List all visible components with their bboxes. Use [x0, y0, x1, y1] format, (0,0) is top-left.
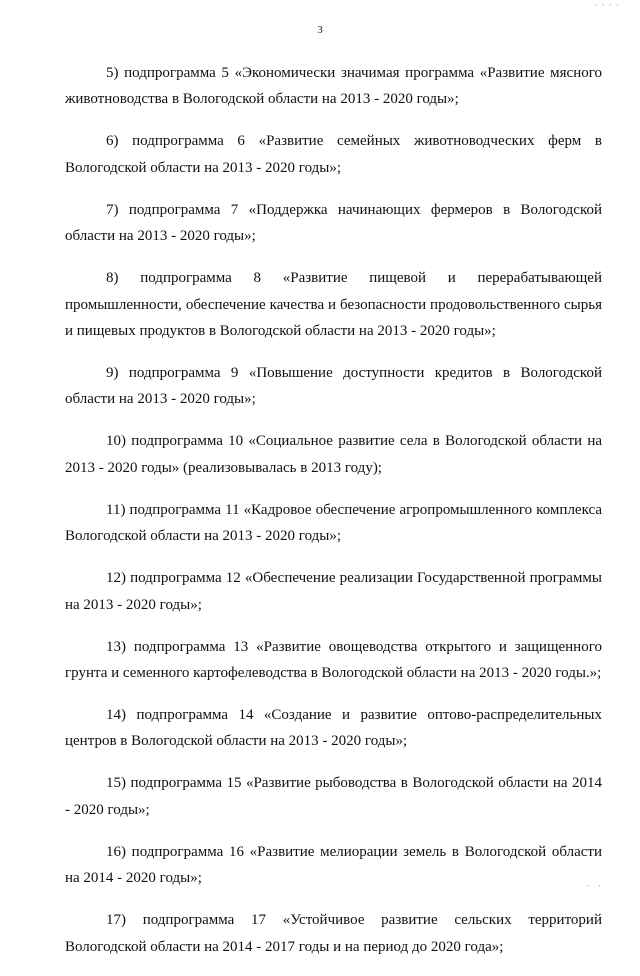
subprogram-list: [65, 60, 602, 976]
list-item: 6) подпрограмма 6 «Развитие семейных животноводческих ферм в Вологодской области на 2013 - 2020 годы»;: [65, 133, 602, 176]
list-item: 13) подпрограмма 13 «Развитие овощеводства открытого и защищенного грунта и семенного картофелеводства в Вологодской области на 2013 - 2020 годы.»;: [65, 638, 602, 682]
corner-scan-mark: · · · ·: [594, 0, 620, 10]
list-item: 7) подпрограмма 7 «Поддержка начинающих фермеров в Вологодской области на 2013 - 2020 годы»;: [65, 201, 602, 245]
list-item: 9) подпрограмма 9 «Повышение доступности кредитов в Вологодской области на 2013 - 2020 годы»;: [65, 365, 602, 408]
list-item: 11) подпрограмма 11 «Кадровое обеспечение агропромышленного комплекса Вологодской области на 2013 - 2020 годы»;: [65, 501, 602, 545]
list-item: 8) подпрограмма 8 «Развитие пищевой и перерабатывающей промышленности, обеспечение качества и безопасности продовольственного сырья и пищевых продуктов в Вологодской области на 2013 - 2020 годы»;: [65, 270, 602, 340]
list-item: 17) подпрограмма 17 «Устойчивое развитие сельских территорий Вологодской области на 2014 - 2017 годы и на период до 2020 года»;: [65, 912, 602, 955]
list-item: 5) подпрограмма 5 «Экономически значимая программа «Развитие мясного животноводства в Вологодской области на 2013 - 2020 годы»;: [65, 65, 602, 108]
list-item: 12) подпрограмма 12 «Обеспечение реализации Государственной программы на 2013 - 2020 годы»;: [65, 570, 602, 613]
bottom-scan-mark: · ·: [586, 881, 604, 891]
list-item: 15) подпрограмма 15 «Развитие рыбоводства в Вологодской области на 2014 - 2020 годы»;: [65, 775, 602, 818]
list-item: 10) подпрограмма 10 «Социальное развитие села в Вологодской области на 2013 - 2020 годы» (реализовывалась в 2013 году);: [65, 433, 602, 476]
list-item: 14) подпрограмма 14 «Создание и развитие оптово-распределительных центров в Вологодской области на 2013 - 2020 годы»;: [65, 707, 602, 750]
page-number: 3: [317, 24, 323, 36]
list-item: 16) подпрограмма 16 «Развитие мелиорации земель в Вологодской области на 2014 - 2020 годы»;: [65, 843, 602, 887]
